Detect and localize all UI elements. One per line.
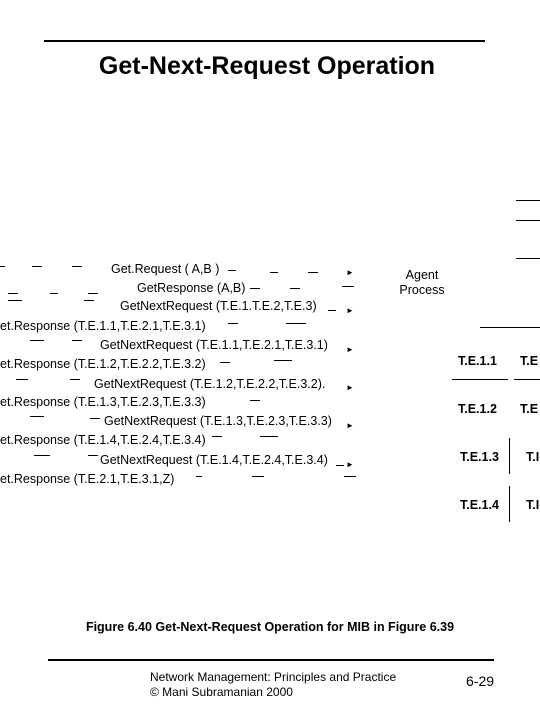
arrow-dash: [32, 266, 42, 267]
footer-credit: [150, 670, 396, 700]
agent-line1: Agent: [405, 268, 439, 282]
page-number: 6-29: [466, 673, 495, 689]
arrow-right-icon: ►: [346, 421, 354, 430]
arrow-dash: [212, 436, 222, 437]
message-get-next-request-5: GetNextRequest (T.E.1.4,T.E.2.4,T.E.3.4): [100, 453, 328, 467]
arrow-dash: [308, 272, 318, 273]
table-top-line: [480, 327, 540, 328]
edge-dash: [516, 200, 540, 201]
message-get-next-request-1: GetNextRequest (T.E.1.T.E.2,T.E.3): [120, 299, 317, 313]
arrow-dash: [90, 418, 100, 419]
message-get-next-request-4: GetNextRequest (T.E.1.3,T.E.2.3,T.E.3.3): [104, 414, 332, 428]
footer-line1: Network Management: Principles and Practice: [150, 670, 397, 684]
arrow-dash: [228, 270, 236, 271]
arrow-dash: [0, 266, 5, 267]
arrow-dash: [342, 286, 354, 287]
arrow-dash: [260, 436, 278, 437]
table-cell: T.I: [526, 450, 540, 464]
arrow-right-icon: ►: [346, 345, 354, 354]
arrow-dash: [16, 379, 28, 380]
page-title: Get-Next-Request Operation: [98, 52, 436, 80]
arrow-dash: [252, 476, 264, 477]
arrow-dash: [34, 455, 50, 456]
table-divider: [509, 438, 510, 474]
message-response-5: et.Response (T.E.2.1,T.E.3.1,Z): [0, 472, 175, 486]
table-line: [452, 379, 508, 380]
message-get-request: Get.Request ( A,B ): [111, 262, 220, 276]
arrow-right-icon: ►: [346, 383, 354, 392]
arrow-dash: [72, 340, 82, 341]
arrow-right-icon: ►: [346, 306, 354, 315]
table-cell: T.E.1.2: [458, 402, 497, 416]
table-divider: [509, 486, 510, 522]
edge-dash: [516, 220, 540, 221]
arrow-dash: [88, 293, 98, 294]
arrow-dash: [336, 465, 344, 466]
arrow-dash: [228, 323, 238, 324]
table-cell: T.E.1.1: [458, 354, 497, 368]
agent-process-label: [392, 268, 452, 298]
message-get-next-request-2: GetNextRequest (T.E.1.1,T.E.2.1,T.E.3.1): [100, 338, 328, 352]
arrow-dash: [270, 272, 278, 273]
arrow-right-icon: ►: [346, 460, 354, 469]
arrow-dash: [84, 300, 94, 301]
arrow-dash: [274, 360, 292, 361]
arrow-dash: [220, 362, 230, 363]
message-response-4: et.Response (T.E.1.4,T.E.2.4,T.E.3.4): [0, 433, 206, 447]
arrow-dash: [8, 300, 22, 301]
arrow-dash: [250, 400, 260, 401]
agent-line2: Process: [399, 283, 445, 297]
edge-dash: [516, 258, 540, 259]
figure-caption: Figure 6.40 Get-Next-Request Operation for MIB in Figure 6.39: [85, 620, 455, 634]
arrow-dash: [30, 416, 44, 417]
message-response-3: et.Response (T.E.1.3,T.E.2.3,T.E.3.3): [0, 395, 206, 409]
table-line: [514, 379, 540, 380]
arrow-dash: [344, 476, 356, 477]
arrow-dash: [286, 323, 306, 324]
message-response-1: et.Response (T.E.1.1,T.E.2.1,T.E.3.1): [0, 319, 206, 333]
arrow-dash: [8, 293, 18, 294]
arrow-dash: [72, 266, 82, 267]
footer-line2: © Mani Subramanian 2000: [150, 685, 293, 699]
arrow-dash: [196, 476, 202, 477]
arrow-dash: [328, 310, 336, 311]
table-cell: T.E.1.4: [460, 498, 499, 512]
title-top-rule: [44, 40, 485, 42]
arrow-dash: [70, 379, 80, 380]
table-cell: T.E: [520, 402, 539, 416]
footer-rule: [48, 659, 494, 661]
table-cell: T.E: [520, 354, 539, 368]
arrow-right-icon: ►: [346, 268, 354, 277]
table-cell: T.I: [526, 498, 540, 512]
table-cell: T.E.1.3: [460, 450, 499, 464]
message-get-next-request-3: GetNextRequest (T.E.1.2,T.E.2.2,T.E.3.2).: [94, 377, 326, 391]
arrow-dash: [88, 455, 98, 456]
message-response-2: et.Response (T.E.1.2,T.E.2.2,T.E.3.2): [0, 357, 206, 371]
arrow-dash: [50, 293, 58, 294]
arrow-dash: [30, 340, 44, 341]
arrow-dash: [250, 288, 260, 289]
arrow-dash: [290, 288, 300, 289]
message-get-response: GetResponse (A,B): [137, 281, 246, 295]
